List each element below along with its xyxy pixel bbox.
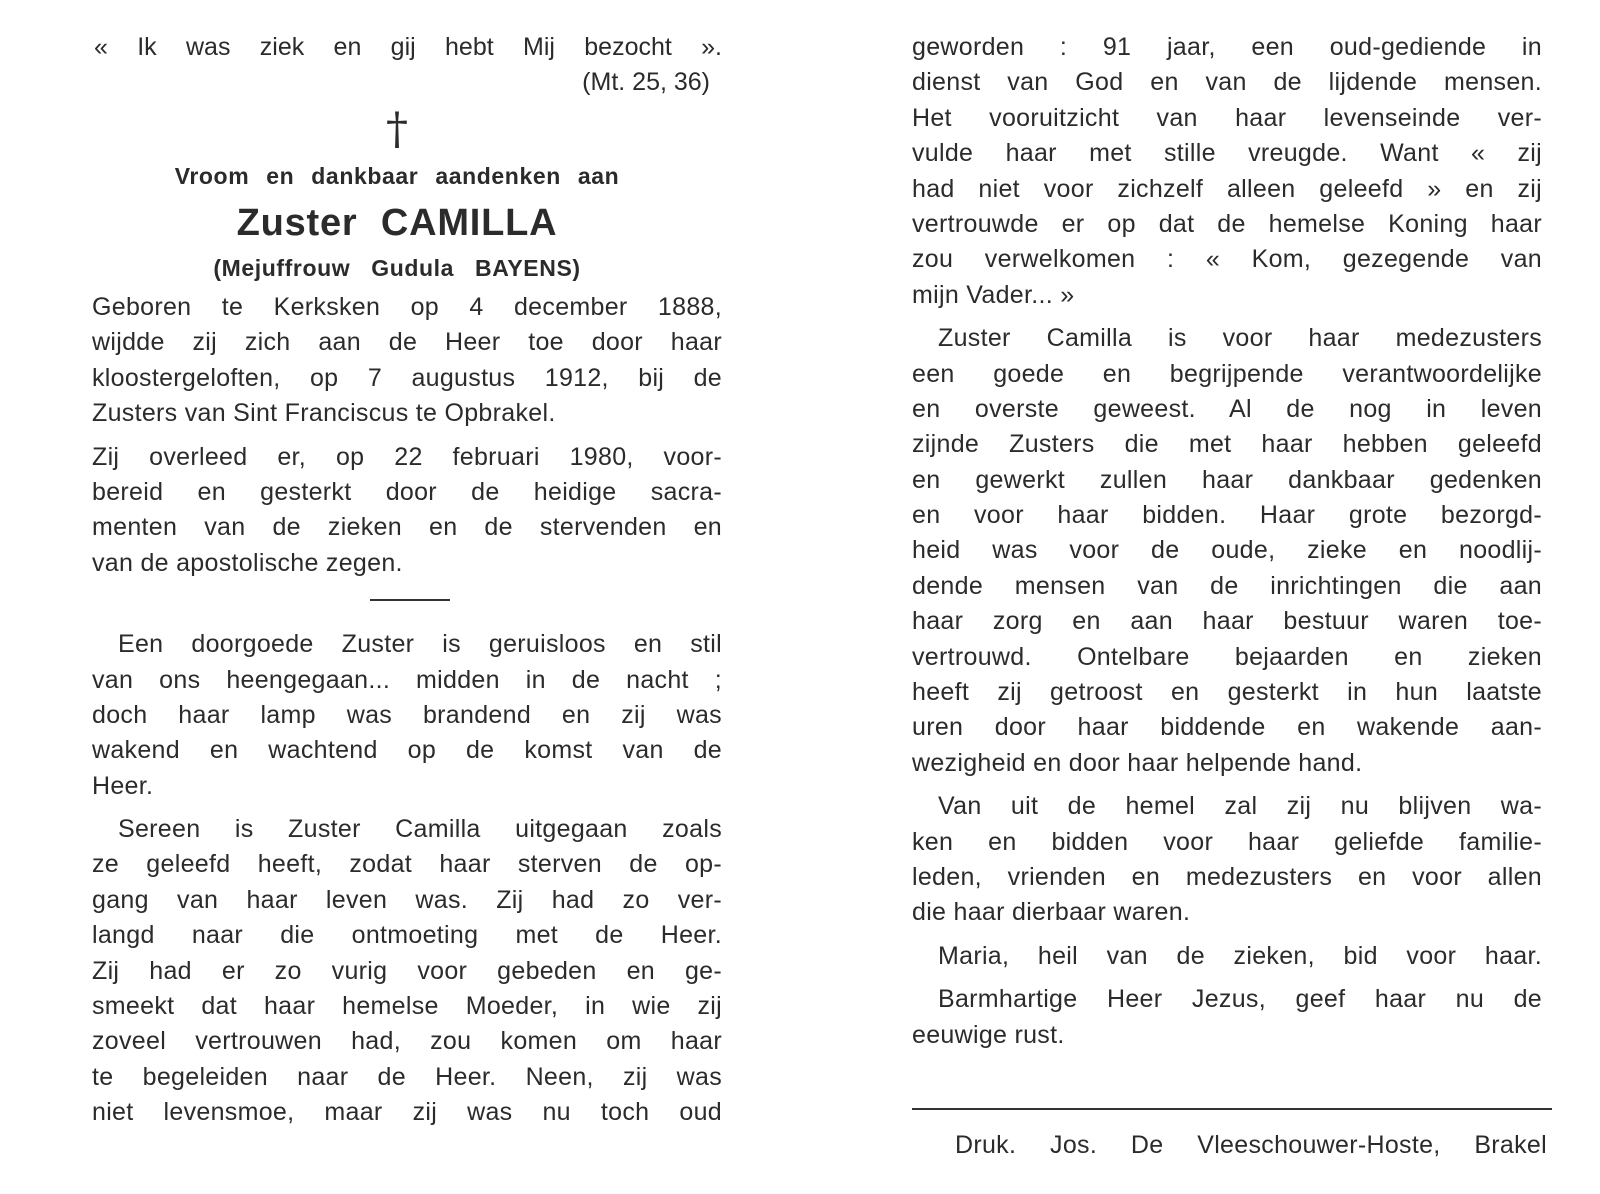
maiden-name: (Mejuffrouw Gudula BAYENS) bbox=[213, 255, 581, 281]
text-line: heid was voor de oude, zieke en noodlij- bbox=[912, 536, 1542, 565]
cross-icon: † bbox=[386, 104, 408, 155]
text-line: haar zorg en aan haar bestuur waren toe- bbox=[912, 607, 1542, 636]
text-line: geworden : 91 jaar, een oud-gediende in bbox=[912, 33, 1542, 61]
text-line: eeuwige rust. bbox=[912, 1020, 1065, 1049]
footer-rule bbox=[912, 1108, 1552, 1110]
paragraph-tribute-2 bbox=[92, 812, 722, 1131]
printer-credit: Druk. Jos. De Vleeschouwer-Hoste, Brakel bbox=[955, 1131, 1547, 1159]
divider bbox=[370, 599, 450, 601]
text-line: Van uit de hemel zal zij nu blijven wa- bbox=[938, 792, 1542, 821]
text-line: had niet voor zichzelf alleen geleefd » en zij bbox=[912, 174, 1542, 203]
prayer-jesus bbox=[912, 982, 1542, 1053]
text-line: bereid en gesterkt door de heidige sacra- bbox=[92, 477, 722, 506]
text-line: langd naar die ontmoeting met de Heer. bbox=[92, 921, 722, 950]
bible-reference: (Mt. 25, 36) bbox=[582, 68, 710, 96]
paragraph-death bbox=[92, 440, 722, 582]
text-line: zou verwelkomen : « Kom, gezegende van bbox=[912, 245, 1542, 274]
text-line: die haar dierbaar waren. bbox=[912, 898, 1191, 927]
text-line: Maria, heil van de zieken, bid voor haar. bbox=[938, 941, 1542, 970]
left-column bbox=[92, 30, 722, 1131]
deceased-name: Zuster CAMILLA bbox=[236, 202, 558, 244]
text-line: dende mensen van de inrichtingen die aan bbox=[912, 571, 1542, 600]
paragraph-tribute-1 bbox=[92, 627, 722, 804]
text-line: menten van de zieken en de stervenden en bbox=[92, 513, 722, 542]
text-line: wezigheid en door haar helpende hand. bbox=[912, 748, 1363, 777]
text-line: heeft zij getroost en gesterkt in hun laatste bbox=[912, 678, 1542, 707]
text-line: Zij had er zo vurig voor gebeden en ge- bbox=[92, 956, 722, 985]
text-line: en voor haar bidden. Haar grote bezorgd- bbox=[912, 501, 1542, 530]
paragraph-superior bbox=[912, 321, 1542, 781]
text-line: Het vooruitzicht van haar levenseinde ver- bbox=[912, 103, 1542, 132]
paragraph-birth bbox=[92, 290, 722, 432]
text-line: zoveel vertrouwen had, zou komen om haar bbox=[92, 1027, 722, 1056]
right-column bbox=[912, 30, 1542, 1053]
text-line: van de apostolische zegen. bbox=[92, 548, 403, 577]
text-line: vertrouwd. Ontelbare bejaarden en zieken bbox=[912, 642, 1542, 671]
text-line: dienst van God en van de lijdende mensen. bbox=[912, 68, 1542, 97]
text-line: niet levensmoe, maar zij was nu toch oud bbox=[92, 1098, 722, 1127]
text-line: smeekt dat haar hemelse Moeder, in wie zij bbox=[92, 992, 722, 1021]
text-line: doch haar lamp was brandend en zij was bbox=[92, 700, 722, 729]
text-line: leden, vrienden en medezusters en voor allen bbox=[912, 862, 1542, 891]
text-line: wakend en wachtend op de komst van de bbox=[92, 736, 722, 765]
text-line: Zuster Camilla is voor haar medezusters bbox=[938, 324, 1542, 353]
text-line: vulde haar met stille vreugde. Want « zij bbox=[912, 139, 1542, 168]
text-line: ken en bidden voor haar geliefde familie- bbox=[912, 827, 1542, 856]
text-line: en gewerkt zullen haar dankbaar gedenken bbox=[912, 465, 1542, 494]
text-line: ze geleefd heeft, zodat haar sterven de op- bbox=[92, 850, 722, 879]
text-line: Zusters van Sint Franciscus te Opbrakel. bbox=[92, 399, 556, 428]
text-line: Zij overleed er, op 22 februari 1980, voor- bbox=[92, 442, 722, 471]
bible-quote: « Ik was ziek en gij hebt Mij bezocht ». bbox=[94, 33, 722, 61]
prayer-maria bbox=[912, 939, 1542, 974]
text-line: uren door haar biddende en wakende aan- bbox=[912, 713, 1542, 742]
text-line: en overste geweest. Al de nog in leven bbox=[912, 394, 1542, 423]
text-line: Barmhartige Heer Jezus, geef haar nu de bbox=[938, 985, 1542, 1014]
text-line: wijdde zij zich aan de Heer toe door haar bbox=[92, 328, 722, 357]
text-line: mijn Vader... » bbox=[912, 280, 1075, 309]
text-line: een goede en begrijpende verantwoordelijke bbox=[912, 359, 1542, 388]
text-line: kloostergeloften, op 7 augustus 1912, bij de bbox=[92, 363, 722, 392]
text-line: Sereen is Zuster Camilla uitgegaan zoals bbox=[118, 815, 722, 844]
text-line: Heer. bbox=[92, 771, 154, 800]
text-line: te begeleiden naar de Heer. Neen, zij was bbox=[92, 1062, 722, 1091]
paragraph-heaven bbox=[912, 789, 1542, 931]
text-line: vertrouwde er op dat de hemelse Koning haar bbox=[912, 209, 1542, 238]
text-line: zijnde Zusters die met haar hebben geleefd bbox=[912, 430, 1542, 459]
text-line: Geboren te Kerksken op 4 december 1888, bbox=[92, 293, 722, 321]
paragraph-continued bbox=[912, 30, 1542, 313]
memorial-intro: Vroom en dankbaar aandenken aan bbox=[174, 163, 620, 189]
text-line: gang van haar leven was. Zij had zo ver- bbox=[92, 885, 722, 914]
text-line: van ons heengegaan... midden in de nacht ; bbox=[92, 665, 722, 694]
text-line: Een doorgoede Zuster is geruisloos en stil bbox=[118, 630, 722, 659]
